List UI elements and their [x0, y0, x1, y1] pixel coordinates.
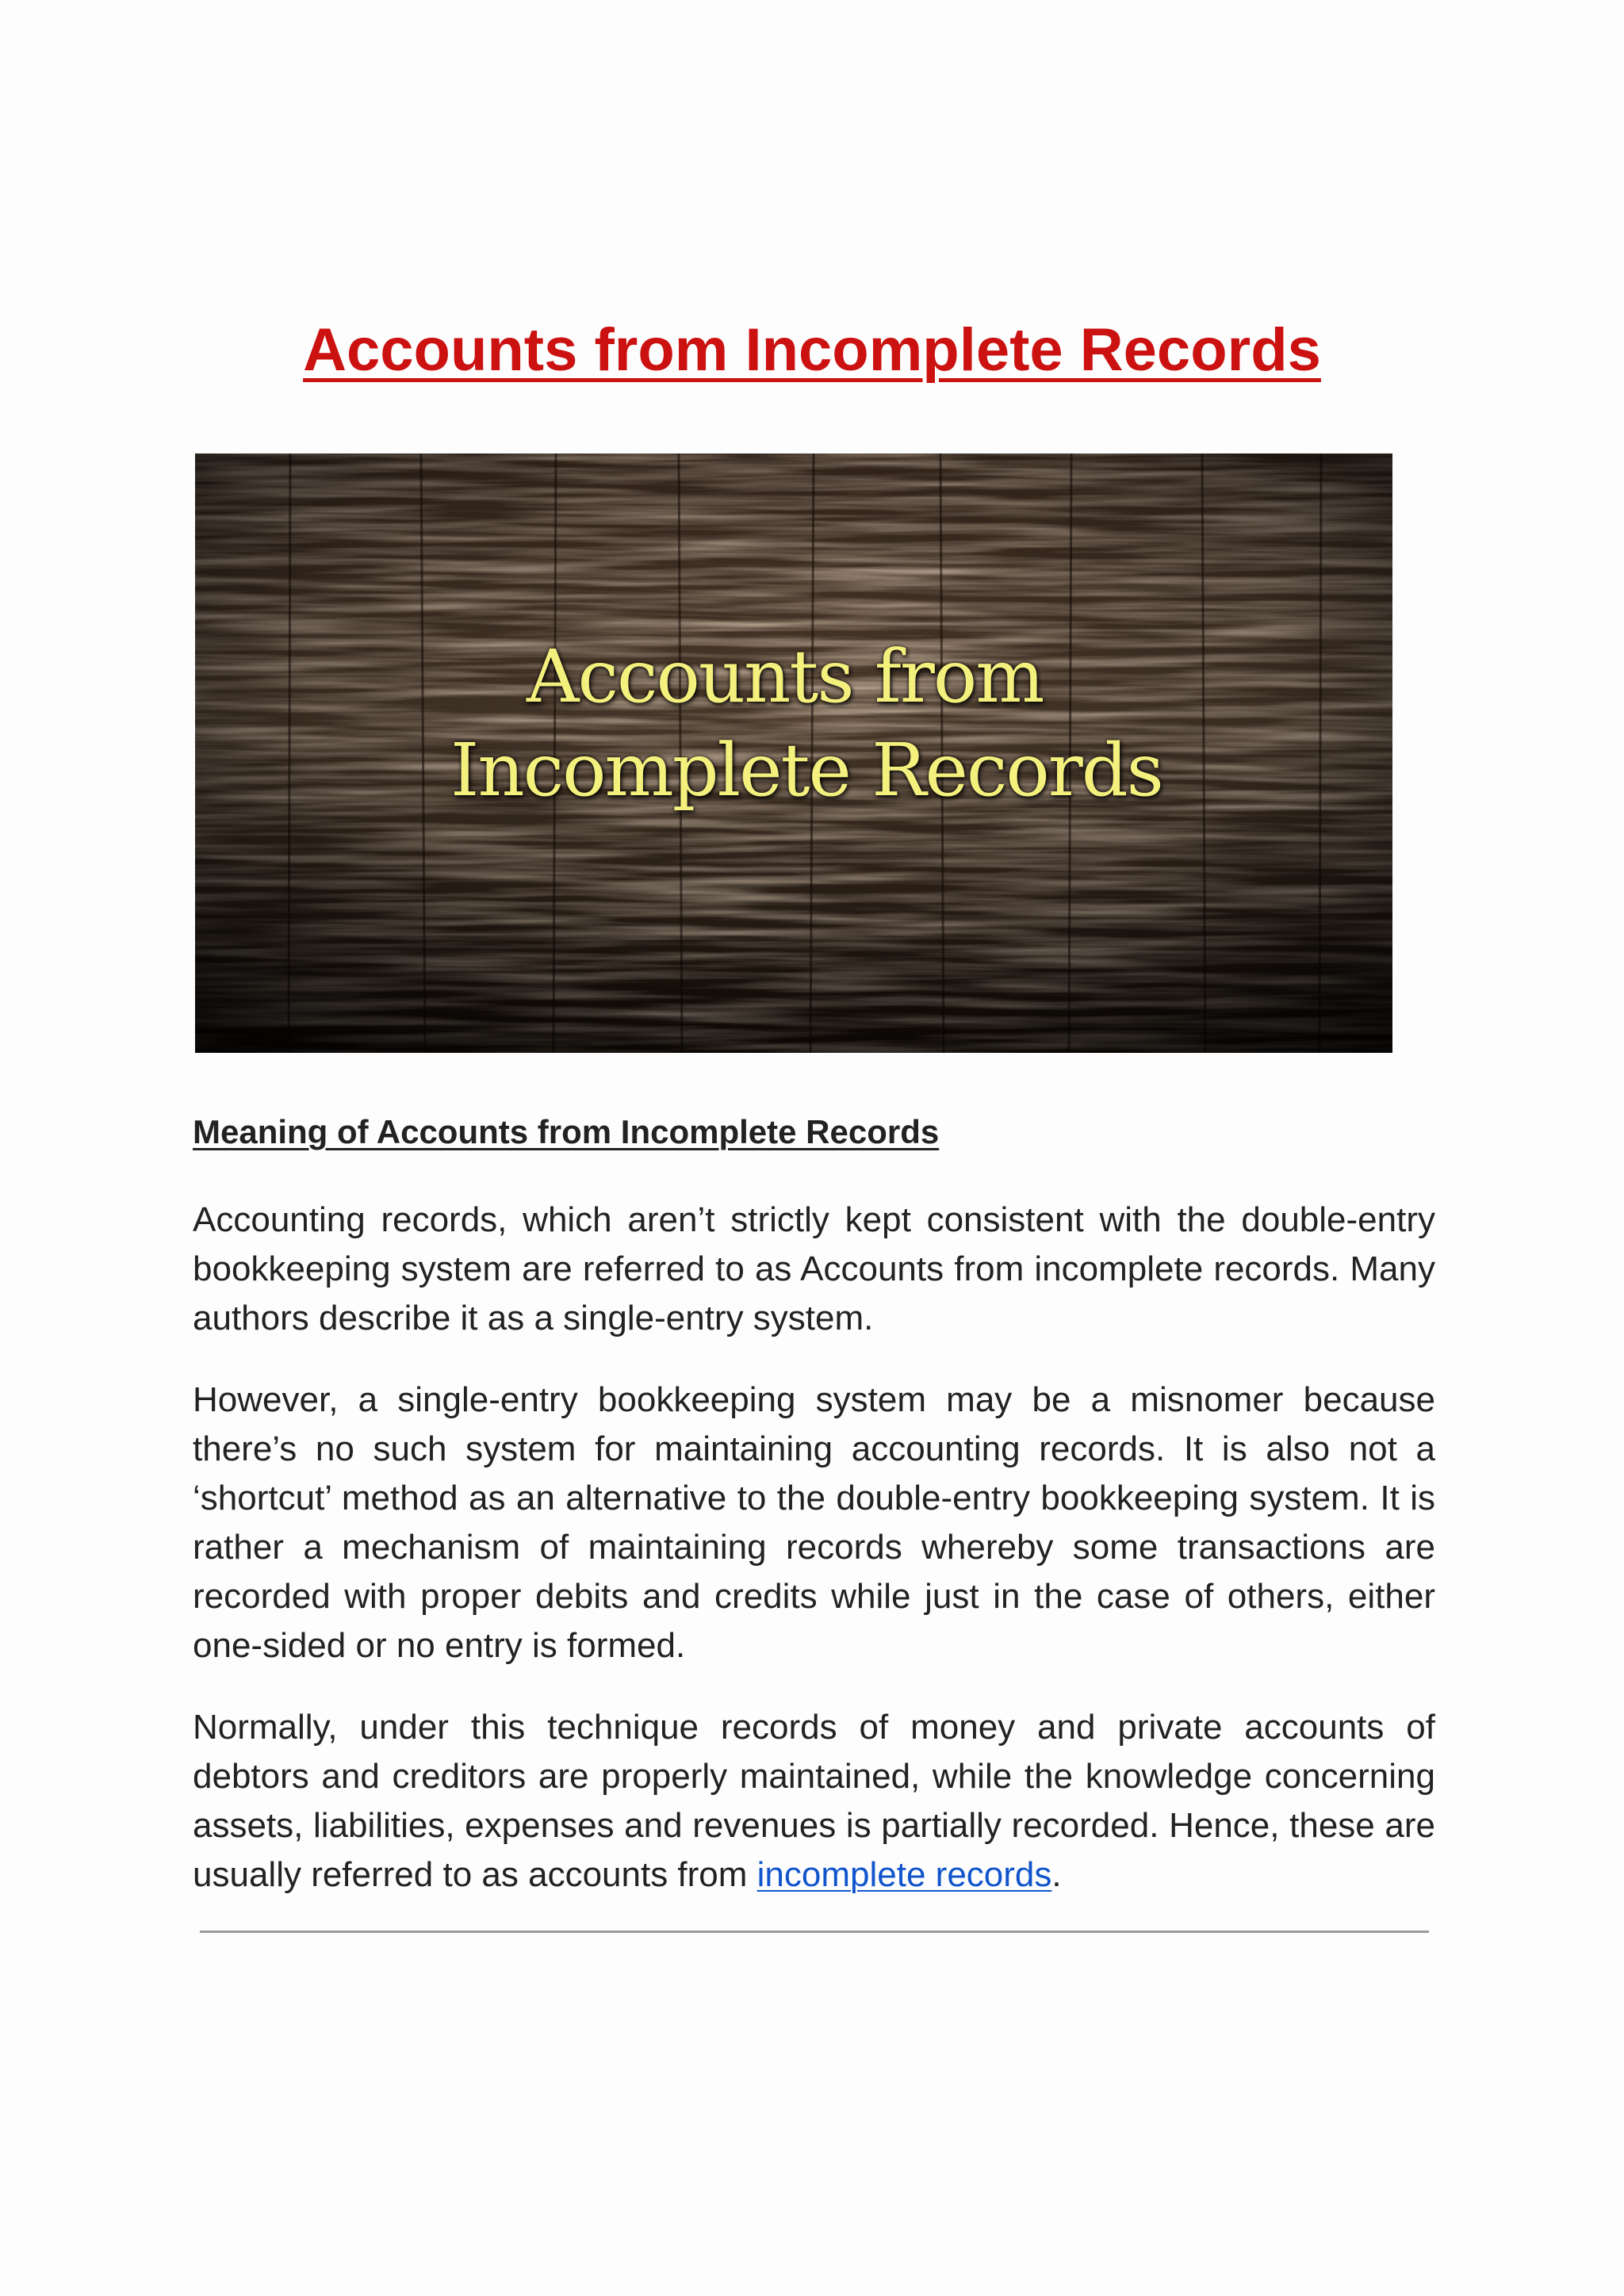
- incomplete-records-link[interactable]: incomplete records: [756, 1855, 1052, 1894]
- paragraph-3-text: Normally, under this technique records of money and private accounts of debtors and creditors are properly maintained, while the knowledge concerning assets, liabilities, expenses and revenues is partially recorded. Hence, these are usually referred to as accounts from: [193, 1708, 1435, 1894]
- hero-caption-line-1: Accounts from: [527, 634, 1044, 719]
- section-heading: Meaning of Accounts from Incomplete Records: [193, 1113, 940, 1150]
- paragraph-3: [193, 1703, 1435, 1900]
- document-title: Accounts from Incomplete Records: [303, 316, 1321, 384]
- hero-caption-line-2: Incomplete Records: [450, 728, 1162, 813]
- wood-texture-background: [195, 453, 1392, 1053]
- paragraph-1: Accounting records, which aren’t strictly kept consistent with the double-entry bookkeeping system are referred to as Accounts from incomplete records. Many authors describe it as a single-entry system.: [193, 1200, 1435, 1337]
- paragraph-2: However, a single-entry bookkeeping system may be a misnomer because there’s no such system for maintaining accounting records. It is also not a ‘shortcut’ method as an alternative to the double-entry bookkeeping system. It is rather a mechanism of maintaining records whereby some transactions are recorded with proper debits and credits while just in the case of others, either one-sided or no entry is formed.: [193, 1380, 1435, 1665]
- horizontal-divider: [200, 1931, 1429, 1933]
- hero-image: [195, 453, 1392, 1053]
- paragraph-3-trailing: .: [1051, 1855, 1062, 1894]
